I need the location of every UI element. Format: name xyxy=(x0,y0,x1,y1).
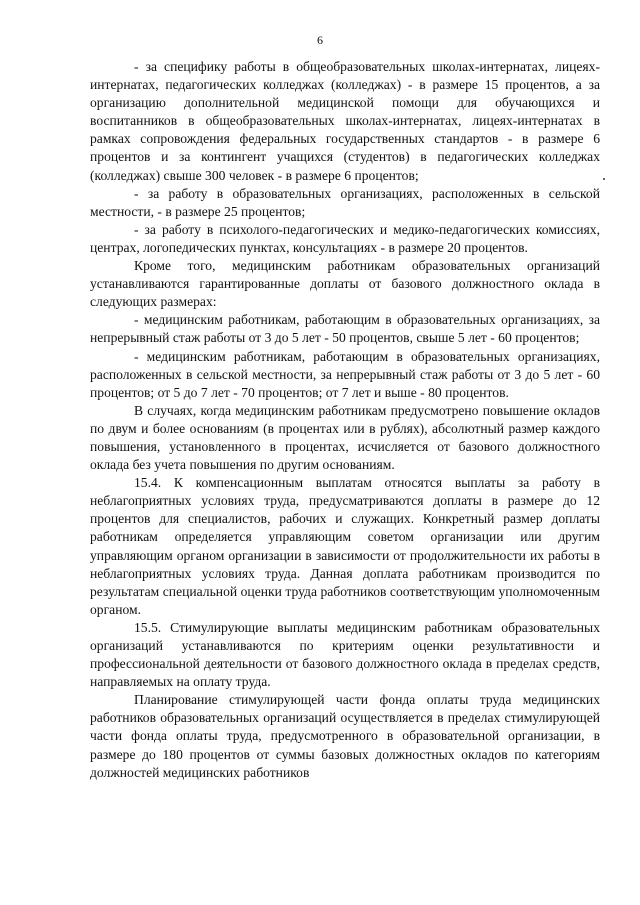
document-body xyxy=(90,58,600,782)
paragraph-section-15-5: 15.5. Стимулирующие выплаты медицинским работникам образовательных организаций устанавливаются по критериям оценки результативности и профессиональной деятельности от базового должностного оклада в пределах средств, направляемых на оплату труда. xyxy=(90,619,600,690)
paragraph-rural-work: - за работу в образовательных организациях, расположенных в сельской местности, - в размере 25 процентов; xyxy=(90,185,600,219)
paragraph-continuous-service: - медицинским работникам, работающим в образовательных организациях, за непрерывный стаж работы от 3 до 5 лет - 50 процентов, свыше 5 лет - 60 процентов; xyxy=(90,312,600,346)
scan-artifact-dot xyxy=(603,178,605,180)
paragraph-guaranteed-supplements: Кроме того, медицинским работникам образовательных организаций устанавливаются гарантированные доплаты от базового должностного оклада в следующих размерах: xyxy=(90,258,600,310)
paragraph-section-15-4: 15.4. К компенсационным выплатам относятся выплаты за работу в неблагоприятных условиях труда, предусматриваются доплаты в размере до 12 процентов для специалистов, рабочих и служащих. Конкретный размер доплаты работникам определяется управляющим советом организации или другим управляющим органом организации в зависимости от продолжительности их работы в неблагоприятных условиях труда. Данная доплата работникам производится по результатам специальной оценки труда работников соответствующим уполномоченным органом. xyxy=(90,475,600,617)
paragraph-multiple-increases: В случаях, когда медицинским работникам предусмотрено повышение окладов по двум и более основаниям (в процентах или в рублях), абсолютный размер каждого повышения, установленного в процентах, исчисляется от базового должностного оклада без учета повышения по другим основаниям. xyxy=(90,402,600,473)
paragraph-planning-incentive-fund: Планирование стимулирующей части фонда оплаты труда медицинских работников образовательных организаций осуществляется в пределах стимулирующей части фонда оплаты труда, предусмотренного в образовательной организации, в размере до 180 процентов от суммы базовых должностных окладов по категориям должностей медицинских работников xyxy=(90,692,600,780)
paragraph-specifics-boarding-schools: - за специфику работы в общеобразовательных школах-интернатах, лицеях-интернатах, педагогических колледжах (колледжах) - в размере 15 процентов, а за организацию дополнительной медицинской помощи для обучающихся и воспитанников в общеобразовательных школах-интернатах, лицеях-интернатах в рамках сопровождения федеральных государственных стандартов - в размере 6 процентов и за контингент учащихся (студентов) в педагогических колледжах (колледжах) свыше 300 человек - в размере 6 процентов; xyxy=(90,59,600,183)
paragraph-rural-continuous-service: - медицинским работникам, работающим в образовательных организациях, расположенных в сельской местности, за непрерывный стаж работы от 3 до 5 лет - 60 процентов; от 5 до 7 лет - 70 процентов; от 7 лет и выше - 80 процентов. xyxy=(90,348,600,400)
paragraph-psychological-commissions: - за работу в психолого-педагогических и медико-педагогических комиссиях, центрах, логопедических пунктах, консультациях - в размере 20 процентов. xyxy=(90,221,600,255)
page-number: 6 xyxy=(317,33,323,47)
